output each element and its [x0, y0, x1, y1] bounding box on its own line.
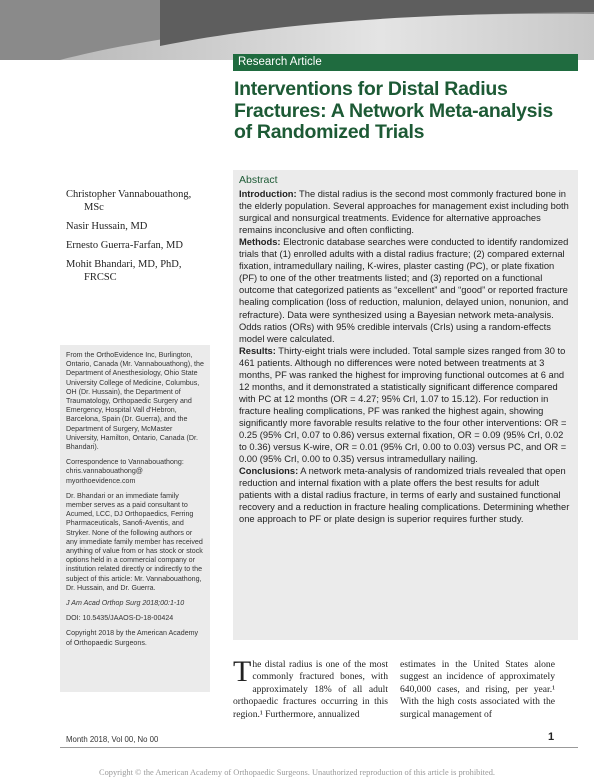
author-name: Nasir Hussain, MD [66, 221, 148, 232]
author-2 [66, 220, 226, 233]
abstract-conclusions [239, 465, 572, 525]
affiliation-sidebar [60, 345, 210, 692]
abstract-panel [233, 170, 578, 640]
body-column-2 [400, 659, 555, 721]
abstract-methods [239, 236, 572, 344]
author-name: Ernesto Guerra-Farfan, MD [66, 240, 183, 251]
section-label: Conclusions: [239, 466, 299, 477]
section-text: Electronic database searches were conducted to identify randomized trials that (1) enrolled adults with a distal radius fracture; (2) compared external fixation, intramedullary nailing, K-wires, plaster casting (PC), or plate fixation (PF) to one of the other treatments listed; and (3) reported on a functional outcome that categorized patients as “excellent” and “good” or reported fracture healing complication (loss of reduction, malunion, delayed union, nonunion, and refracture). Data were synthesized using a Bayesian network meta-analysis. Odds ratios (ORs) with 95% credible intervals (CrIs) using a random-effects model were calculated. [239, 237, 569, 344]
section-label: Introduction: [239, 189, 297, 200]
footer-issue: Month 2018, Vol 00, No 00 [66, 735, 159, 744]
affiliations: From the OrthoEvidence Inc, Burlington, Ontario, Canada (Mr. Vannabouathong), the Department of Anesthesiology, Ohio State University College of Medicine, Columbus, OH (Dr. Hussain), the Department of Traumatology, Orthopaedic Surgery and Emergency, Hospital Vall d'Hebron, Barcelona, Spain (Dr. Guerra), and the Department of Surgery, McMaster University, Hamilton, Ontario, Canada (Dr. Bhandari). [66, 351, 204, 452]
section-label: Results: [239, 345, 276, 356]
author-name: Christopher Vannabouathong, [66, 189, 192, 200]
author-3 [66, 239, 226, 252]
copyright-watermark: Copyright © the American Academy of Orthopaedic Surgeons. Unauthorized reproduction of this article is prohibited. [98, 768, 495, 777]
page-number: 1 [548, 731, 555, 743]
body-text: he distal radius is one of the most commonly fractured bones, with approximately 18% of all adult orthopaedic fractures occurring in this region.¹ Furthermore, annualized [233, 659, 388, 720]
article-type-banner: Research Article [233, 54, 578, 71]
section-text: Thirty-eight trials were included. Total sample sizes ranged from 30 to 461 patients. Although no differences were noted between treatments at 3 months, PF was ranked the highest for improving functional outcomes at 6 and 12 months, and it demonstrated a statistically significant difference compared with PC at 12 months (OR = 4.27; 95% CrI, 1.07 to 15.12). For reduction in fracture healing complications, PF was ranked the highest again, showing significantly more favorable results relative to the four other interventions: OR = 0.25 (95% CrI, 0.07 to 0.86) versus external fixation, OR = 0.09 (95% CrI, 0.02 to 0.36) versus K-wire, OR = 0.01 (95% CrI, 0.00 to 0.03) versus PC, and OR = 0.00 (95% CrI, 0.00 to 0.35) versus intramedullary nailing. [239, 345, 567, 465]
author-name: Mohit Bhandari, MD, PhD, [66, 259, 182, 270]
disclosure: Dr. Bhandari or an immediate family member serves as a paid consultant to Acumed, LCC, DJ Orthopaedics, Ferring Pharmaceuticals, Sanofi-Aventis, and Stryker. None of the following authors or any immediate family member has received anything of value from or has stock or stock options held in a commercial company or institution related directly or indirectly to the subject of this article: Mr. Vannabouathong, Dr. Hussain, and Dr. Guerra. [66, 491, 203, 592]
section-label: Methods: [239, 237, 281, 248]
abstract-introduction [239, 188, 572, 236]
drop-cap: T [233, 655, 252, 688]
body-column-1 [233, 655, 388, 721]
author-list [66, 188, 226, 290]
article-title: Interventions for Distal Radius Fractures: A Network Meta-analysis of Randomized Trials [234, 78, 553, 143]
header-swoosh-graphic [0, 0, 594, 60]
doi: DOI: 10.5435/JAAOS-D-18-00424 [66, 614, 174, 623]
footer-divider [60, 747, 578, 748]
journal-citation: J Am Acad Orthop Surg 2018;00:1-10 [66, 599, 185, 608]
author-4 [66, 258, 226, 284]
correspondence: Correspondence to Vannabouathong: chris.vannabouathong@ myorthoevidence.com [66, 458, 184, 485]
body-text: estimates in the United States alone suggest an incidence of approximately 640,000 cases, and rising, per year.¹ With the high costs associated with the surgical management of [400, 659, 555, 720]
copyright-notice: Copyright 2018 by the American Academy of Orthopaedic Surgeons. [66, 629, 199, 647]
abstract-heading: Abstract [239, 174, 278, 186]
abstract-results [239, 345, 572, 465]
section-text: A network meta-analysis of randomized trials revealed that open reduction and internal fixation with a plate offers the best results for adult patients with a distal radius fracture, in terms of early and sustained functional recovery and a reduction in fracture healing complications. Determining whether one approach to PF or plate design is superior requires further study. [239, 466, 570, 525]
author-degree: FRCSC [84, 272, 117, 283]
author-1 [66, 188, 226, 214]
author-degree: MSc [84, 202, 104, 213]
section-text: The distal radius is the second most commonly fractured bone in the elderly population. Several approaches for management exist including both surgical and nonsurgical treatments. Evidence for alternative approaches remains inconclusive and often conflicting. [239, 189, 569, 236]
